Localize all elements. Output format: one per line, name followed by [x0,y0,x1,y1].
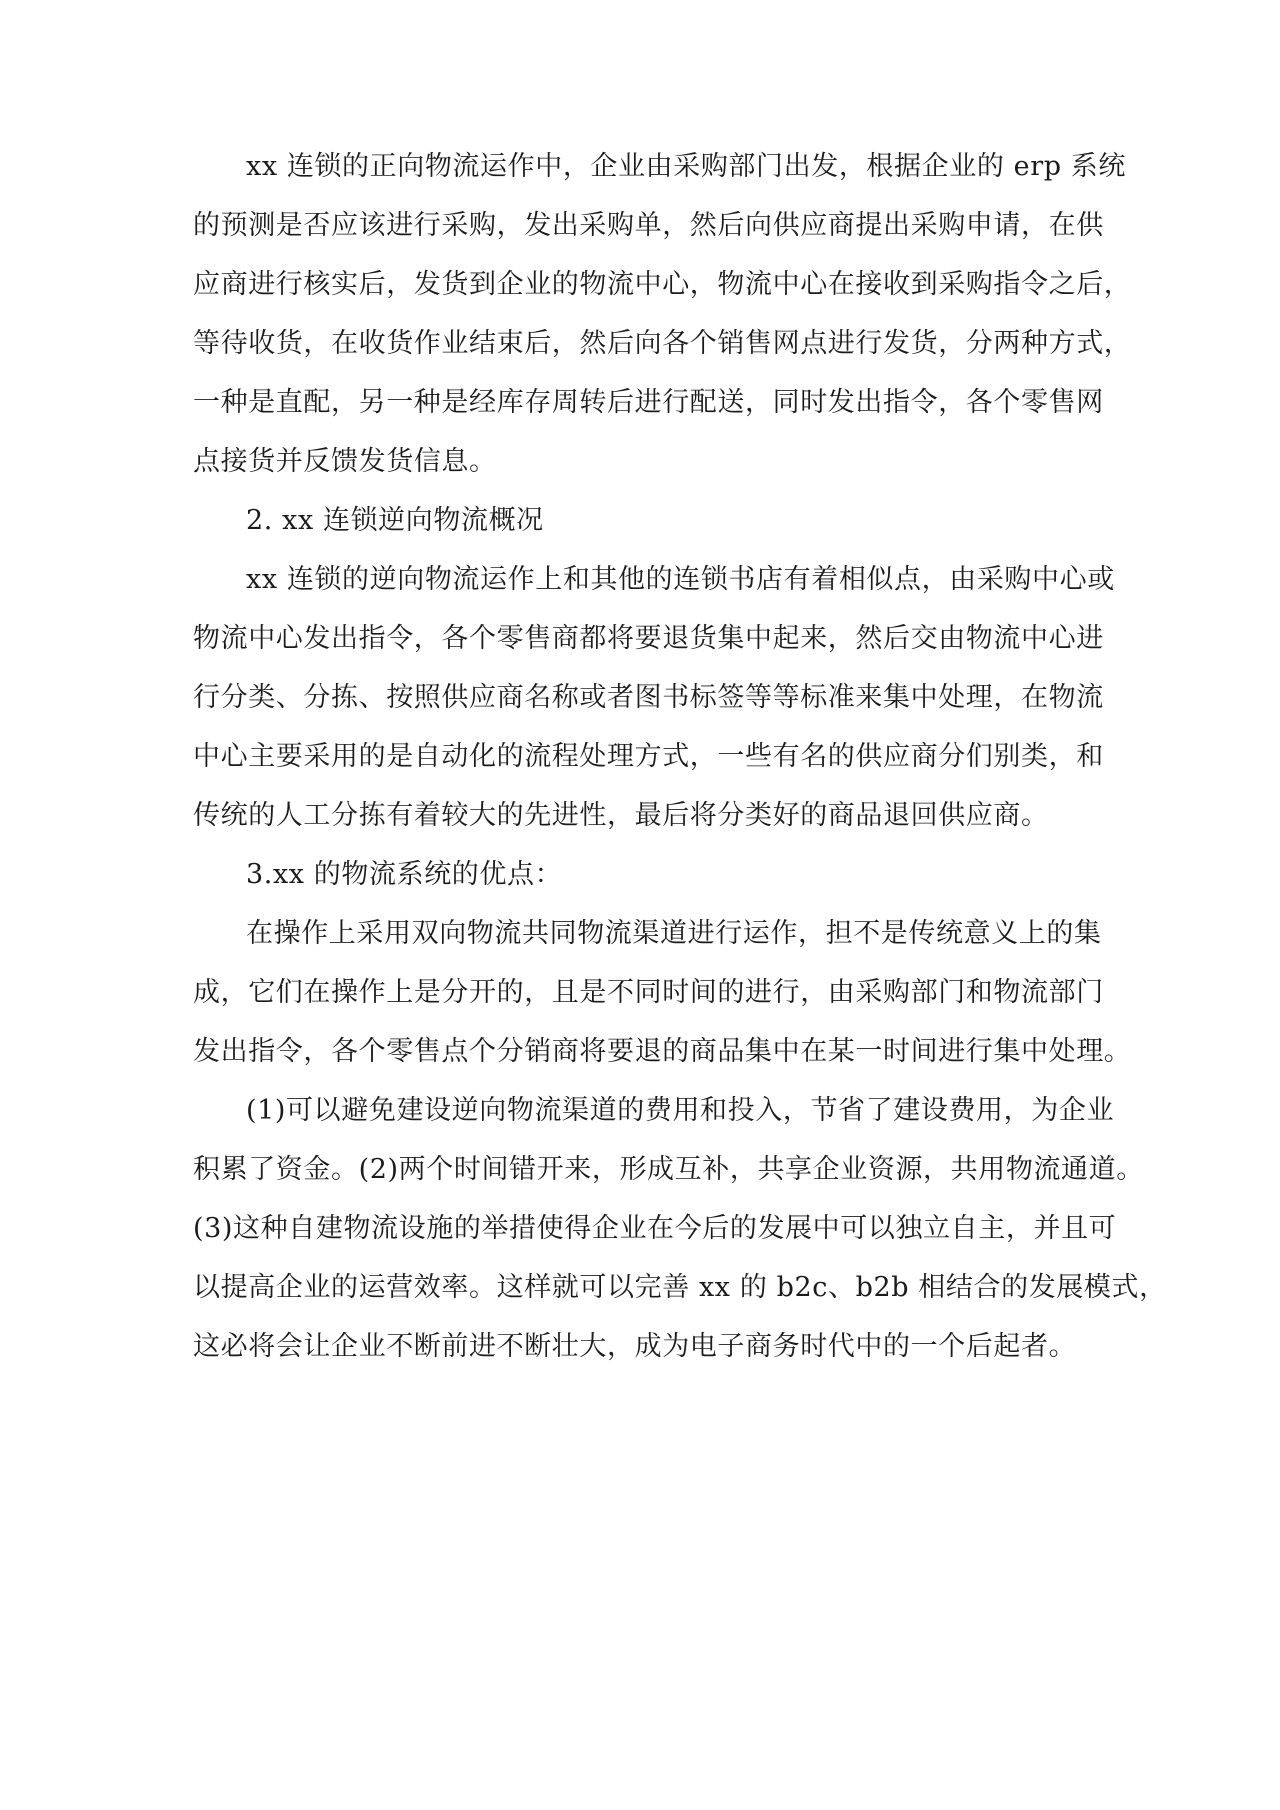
paragraph-3-line-1: 在操作上采用双向物流共同物流渠道进行运作，担不是传统意义上的集 [246,918,1102,949]
paragraph-4-line-1: (1)可以避免建设逆向物流渠道的费用和投入，节省了建设费用，为企业 [246,1095,1115,1126]
paragraph-4-line-4: 以提高企业的运营效率。这样就可以完善 xx 的 b2c、b2b 相结合的发展模式， [193,1272,1167,1303]
paragraph-1-line-2: 的预测是否应该进行采购，发出采购单，然后向供应商提出采购申请，在供 [193,210,1104,241]
paragraph-2-line-3: 行分类、分拣、按照供应商名称或者图书标签等等标准来集中处理，在物流 [193,682,1104,713]
paragraph-2-line-2: 物流中心发出指令，各个零售商都将要退货集中起来，然后交由物流中心进 [193,623,1104,654]
paragraph-4-line-2: 积累了资金。(2)两个时间错开来，形成互补，共享企业资源，共用物流通道。 [193,1154,1144,1185]
paragraph-3-line-2: 成，它们在操作上是分开的，且是不同时间的进行，由采购部门和物流部门 [193,977,1104,1008]
section-heading-3: 3.xx 的物流系统的优点： [246,859,563,890]
paragraph-2-line-4: 中心主要采用的是自动化的流程处理方式，一些有名的供应商分们别类，和 [193,741,1104,772]
section-heading-2: 2. xx 连锁逆向物流概况 [246,505,544,536]
paragraph-3-line-3: 发出指令，各个零售点个分销商将要退的商品集中在某一时间进行集中处理。 [193,1036,1132,1067]
paragraph-1-line-6: 点接货并反馈发货信息。 [193,446,497,477]
paragraph-2-line-1: xx 连锁的逆向物流运作上和其他的连锁书店有着相似点，由采购中心或 [246,564,1115,595]
paragraph-4-line-3: (3)这种自建物流设施的举措使得企业在今后的发展中可以独立自主，并且可 [193,1213,1117,1244]
paragraph-1-line-5: 一种是直配，另一种是经库存周转后进行配送，同时发出指令，各个零售网 [193,387,1104,418]
paragraph-1-line-3: 应商进行核实后，发货到企业的物流中心，物流中心在接收到采购指令之后， [193,269,1132,300]
paragraph-2-line-5: 传统的人工分拣有着较大的先进性，最后将分类好的商品退回供应商。 [193,800,1049,831]
paragraph-1-line-1: xx 连锁的正向物流运作中，企业由采购部门出发，根据企业的 erp 系统 [246,151,1126,182]
paragraph-1-line-4: 等待收货，在收货作业结束后，然后向各个销售网点进行发货，分两种方式， [193,328,1132,359]
paragraph-4-line-5: 这必将会让企业不断前进不断壮大，成为电子商务时代中的一个后起者。 [193,1331,1077,1362]
